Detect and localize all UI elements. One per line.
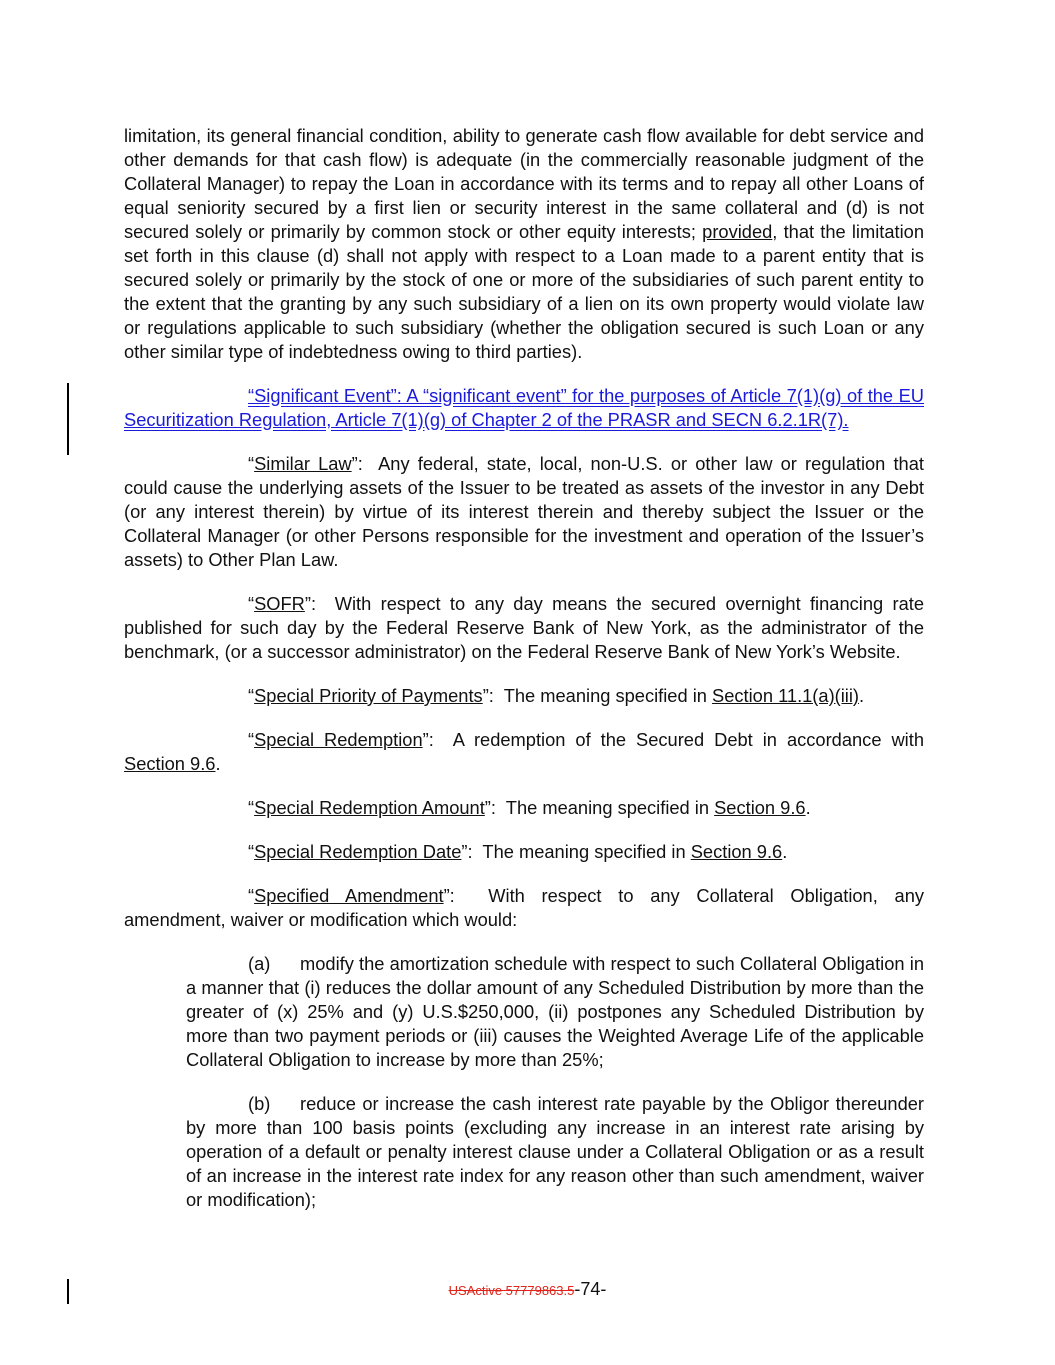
definition-special-redemption-date: “Special Redemption Date”: The meaning specified in Section 9.6. <box>248 841 788 862</box>
deleted-doc-id: USActive 57779863.5 <box>448 1283 575 1298</box>
page-number: -74- <box>574 1279 607 1299</box>
page-footer <box>0 1279 1055 1300</box>
definition-special-redemption-amount: “Special Redemption Amount”: The meaning specified in Section 9.6. <box>248 797 811 818</box>
provided-term: provided <box>702 221 773 242</box>
section-reference[interactable]: Section 9.6 <box>124 753 216 774</box>
clause-a: (a) modify the amortization schedule with respect to such Collateral Obligation in a manner that (i) reduces the dollar amount of any Scheduled Distribution by more than the greater of (x) 25% and (y) U.S.$250,000, (ii) postpones any Scheduled Distribution by more than two payment periods or (iii) causes the Weighted Average Life of the applicable Collateral Obligation to increase by more than 25%; <box>186 953 924 1070</box>
definition-significant-event: “Significant Event”: A “significant event” for the purposes of Article 7(1)(g) of the EU Securitization Regulation, Article 7(1)(g) of Chapter 2 of the PRASR and SECN 6.2.1R(7). <box>124 385 924 430</box>
definition-similar-law: “Similar Law”: Any federal, state, local, non-U.S. or other law or regulation that could cause the underlying assets of the Issuer to be treated as assets of the investor in any Debt (or any interest therein) by virtue of its interest therein and thereby subject the Issuer or the Collateral Manager (or other Persons responsible for the investment and operation of the Issuer’s assets) to Other Plan Law. <box>124 453 924 570</box>
definition-sofr: “SOFR”: With respect to any day means the secured overnight financing rate published for such day by the Federal Reserve Bank of New York, as the administrator of the benchmark, (or a successor administrator) on the Federal Reserve Bank of New York’s Website. <box>124 593 924 662</box>
section-reference[interactable]: Section 9.6 <box>714 797 806 818</box>
section-reference[interactable]: Section 11.1(a)(iii) <box>712 685 860 706</box>
definition-specified-amendment: “Specified Amendment”: With respect to any Collateral Obligation, any amendment, waiver or modification which would: <box>124 885 925 930</box>
document-page <box>124 124 924 1232</box>
definition-special-redemption: “Special Redemption”: A redemption of the Secured Debt in accordance with Section 9.6. <box>124 729 924 774</box>
section-reference[interactable]: Section 9.6 <box>690 841 783 862</box>
definition-special-priority-of-payments: “Special Priority of Payments”: The meaning specified in Section 11.1(a)(iii). <box>248 685 865 706</box>
clause-b: (b) reduce or increase the cash interest rate payable by the Obligor thereunder by more than 100 basis points (excluding any increase in an interest rate arising by operation of a default or penalty interest clause under a Collateral Obligation or as a result of an increase in the interest rate index for any reason other than such amendment, waiver or modification); <box>186 1093 924 1210</box>
change-bar <box>67 383 69 455</box>
paragraph-continuation: limitation, its general financial condition, ability to generate cash flow available for debt service and other demands for that cash flow) is adequate (in the commercially reasonable judgment of the Collateral Manager) to repay the Loan in accordance with its terms and to repay all other Loans of equal seniority secured by a first lien or security interest in the same collateral and (d) is not secured solely or primarily by common stock or other equity interests; provided, that the limitation set forth in this clause (d) shall not apply with respect to a Loan made to a parent entity that is secured solely or primarily by the stock of one or more of the subsidiaries of such parent entity to the extent that the granting by any such subsidiary of a lien on its own property would violate law or regulations applicable to such subsidiary (whether the obligation secured is such Loan or any other similar type of indebtedness owing to third parties). <box>124 125 924 362</box>
